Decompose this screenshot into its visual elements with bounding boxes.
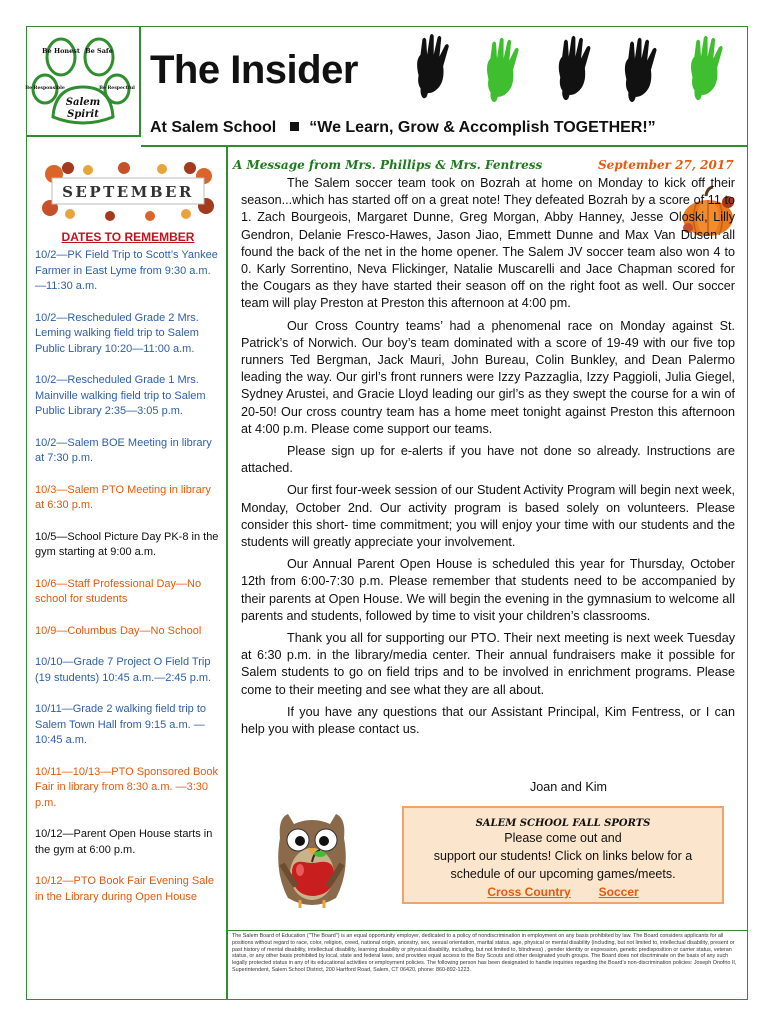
event-item: 10/2—Rescheduled Grade 1 Mrs. Mainville walking field trip to Salem Public Library 2:35—3:05 p.m. <box>35 374 206 417</box>
message-paragraph: Please sign up for e-alerts if you have not done so already. Instructions are attached. <box>241 444 735 476</box>
fall-sports-box <box>402 806 724 904</box>
signoff: Joan and Kim <box>530 780 608 794</box>
event-item: 10/9—Columbus Day—No School <box>35 624 202 637</box>
square-bullet-icon <box>290 122 299 131</box>
nondiscrimination-disclaimer: The Salem Board of Education ("The Board") is an equal opportunity employer, dedicated to a policy of nondiscrimination in employment on any basis prohibited by law. The Board considers applicants for all positions without regard to race, color, religion, creed, national origin, ancestry, sex, sexual orientation, marital status, age, physical or mental disability (including, but not limited to, intellectual disability, present or past history of mental disability, intellectual disability, learning disability or physical disability, including, but not limited to, blindness) , gender identity or expression, genetic predisposition or carrier status, veteran status, or any other basis prohibited by local, state and federal laws, and provides equal access to the Boy Scouts and other designated youth groups. The Board does not discriminate on the basis of any such legally protected status in any of its educational activities or employment policies. The following person has been designated to handle inquiries regarding the Board’s non-discrimination policies: Joseph Onofrio II, Superintendent, Salem School District, 200 Hartford Road, Salem, CT 06420, phone: 860-892-1223. <box>232 933 737 973</box>
fall-sports-text: support our students! Click on links below for a <box>433 849 693 863</box>
event-item: 10/11—Grade 2 walking field trip to Salem Town Hall from 9:15 a.m. —10:45 a.m. <box>35 703 206 746</box>
fall-sports-links <box>404 885 722 899</box>
event-item: 10/3—Salem PTO Meeting in library at 6:30 p.m. <box>35 483 211 511</box>
header-divider <box>141 145 747 147</box>
fall-sports-text: Please come out and <box>504 831 622 845</box>
school-name: At Salem School <box>150 119 277 136</box>
event-item: 10/2—Salem BOE Meeting in library at 7:30 p.m. <box>35 436 212 464</box>
fall-sports-title: SALEM SCHOOL FALL SPORTS <box>475 818 651 829</box>
message-paragraph: Our Annual Parent Open House is scheduled this year for Thursday, October 12th from 6:00-7:30 p.m. Please remember that students need to be accompanied by their parents at Open House. We will begin the evening in the gymnasium to welcome all parents and students, followed by time to visit your children’s classrooms. <box>241 557 735 623</box>
message-body <box>241 175 735 743</box>
message-paragraph: If you have any questions that our Assistant Principal, Kim Fentress, or I can help you with please contact us. <box>241 704 735 737</box>
soccer-link[interactable]: Soccer <box>598 885 639 899</box>
event-item: 10/6—Staff Professional Day—No school for students <box>35 577 202 605</box>
svg-text:Be Respectful: Be Respectful <box>99 86 135 91</box>
svg-text:Be Responsible: Be Responsible <box>25 86 65 91</box>
owl-with-apple-icon <box>270 808 354 912</box>
message-paragraph: Thank you all for supporting our PTO. Their next meeting is next week Tuesday at 6:30 p.m. in the library/media center. Their annual fundraisers make it possible for Salem students to go on field trips and to be involved in enrichment programs. Please come to their meeting and see what they are all about. <box>241 631 735 697</box>
newsletter-title: The Insider <box>150 48 358 92</box>
handprints-decoration-icon <box>390 34 740 102</box>
svg-text:Salem: Salem <box>65 97 101 108</box>
header-subtitle <box>150 119 656 137</box>
svg-text:Spirit: Spirit <box>67 109 99 120</box>
month-label: SEPTEMBER <box>62 183 194 201</box>
message-paragraph: Our first four-week session of our Student Activity Program will begin next week, Monday, October 2nd. Our activity program is based solely on volunteers. Please consider this short- time commitment; you will enjoy your time with our students and the students will greatly appreciate your involvement. <box>241 483 735 550</box>
message-date: September 27, 2017 <box>598 158 734 172</box>
svg-text:Be Safe: Be Safe <box>85 47 113 55</box>
svg-text:Be Honest: Be Honest <box>42 47 80 55</box>
paw-logo-icon <box>25 31 135 131</box>
footer-divider <box>228 930 747 931</box>
event-item: 10/2—Rescheduled Grade 2 Mrs. Leming walking field trip to Salem Public Library 10:20—11:00 a.m. <box>35 311 199 355</box>
message-paragraph: Our Cross Country teams’ had a phenomenal race on Monday against St. Patrick’s of Norwich. Our boy’s team dominated with a score of 19-49 with our five top runners Ted Bergman, Jack Mauri, John Bureau, Colin Bunkley, and Dean Palermo leading the way. Our girl’s front runners were Izzy Pazzaglia, Izzy Paggioli, Julia Giegel, Sydney Arustei, and Gracie Lloyd leading our girl’s as they swept the course for a win of 20-50! Our cross country team has a home meet tonight against Preston this afternoon at 4:00 p.m. Please come support our teams. <box>241 318 735 436</box>
logo-box <box>27 27 141 137</box>
sidebar-divider <box>226 147 228 999</box>
events-list <box>35 248 221 921</box>
event-item: 10/10—Grade 7 Project O Field Trip (19 students) 10:45 a.m.—2:45 p.m. <box>35 656 212 684</box>
event-item: 10/5—School Picture Day PK-8 in the gym starting at 9:00 a.m. <box>35 530 219 558</box>
school-motto: “We Learn, Grow & Accomplish TOGETHER!” <box>309 119 656 136</box>
event-item: 10/11—10/13—PTO Sponsored Book Fair in library from 8:30 a.m. —3:30 p.m. <box>35 765 219 809</box>
event-item: 10/12—Parent Open House starts in the gym at 6:00 p.m. <box>35 828 213 856</box>
fall-sports-text: schedule of our upcoming games/meets. <box>450 867 676 881</box>
message-heading: A Message from Mrs. Phillips & Mrs. Fentress <box>233 158 543 172</box>
cross-country-link[interactable]: Cross Country <box>487 885 571 899</box>
message-paragraph: The Salem soccer team took on Bozrah at home on Monday to kick off their season...which has started off on a great note! They defeated Bozrah by a score of 11 to 1. Zach Bourgeois, Margaret Dunne, Greg Morgan, Abby Hanney, Jesse Oloski, Lilly Gendron, Delanie Fresco-Hawes, Jason Jiao, Emmett Dunne and Max Van Dusen all found the back of the net in the home opener. The Salem JV soccer team also won 4 to 0. Karly Sorrentino, Neva Flickinger, Natalie Muscarelli and Jace Chapman scored for the Cougars as they have started their season off on the right foot as well. Our soccer team will play Preston at Preston this afternoon at 4:00 pm. <box>241 176 735 311</box>
event-item: 10/2—PK Field Trip to Scott’s Yankee Farmer in East Lyme from 9:30 a.m.—11:30 a.m. <box>35 249 218 292</box>
event-item: 10/12—PTO Book Fair Evening Sale in the Library during Open House <box>35 875 214 903</box>
september-banner <box>40 160 216 222</box>
dates-to-remember-heading: DATES TO REMEMBER <box>61 230 195 244</box>
